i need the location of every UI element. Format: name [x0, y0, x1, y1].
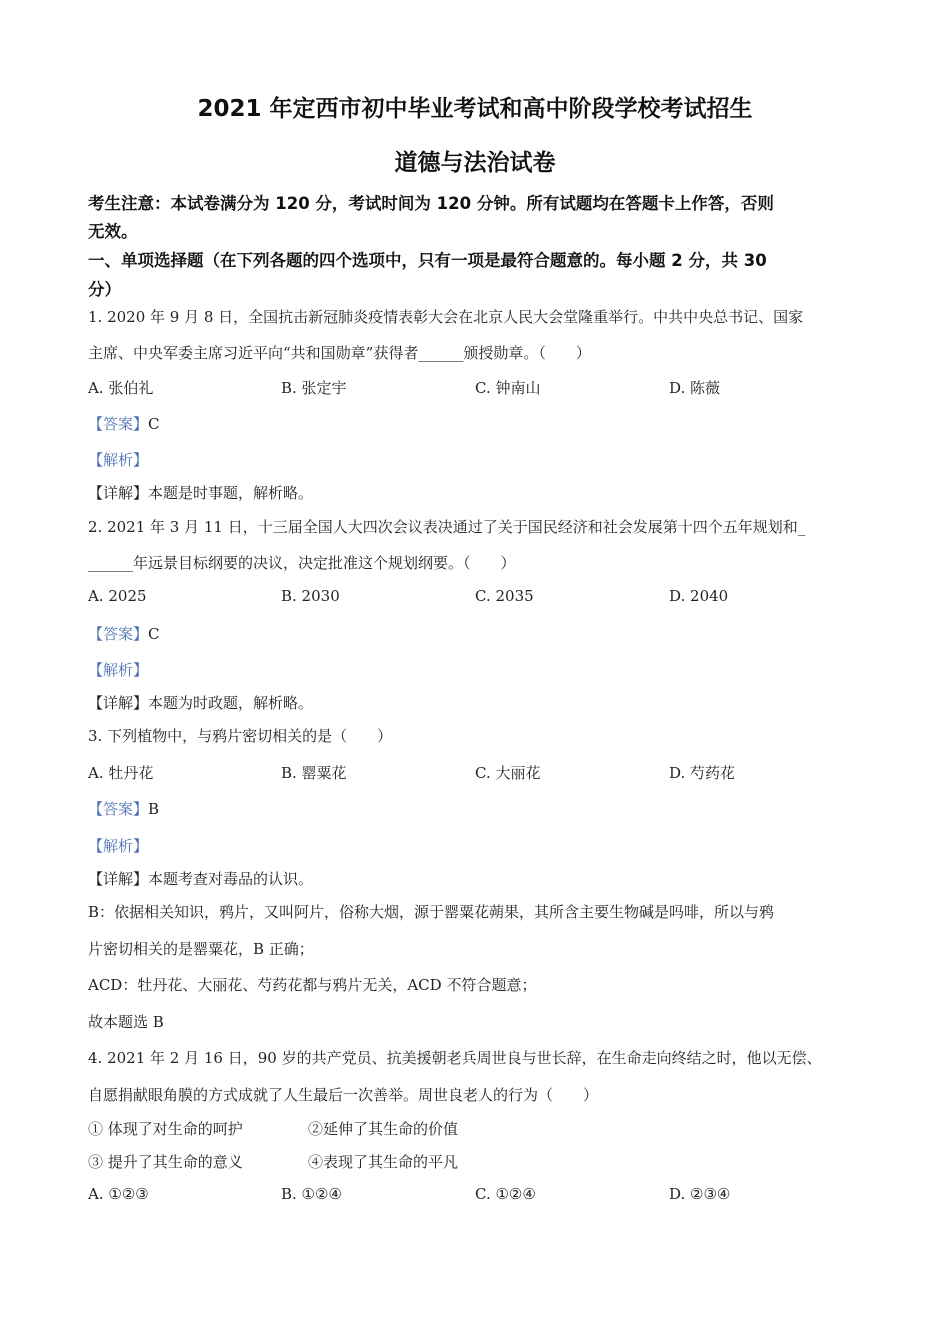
q4-option-a: A. ①②③ [88, 1185, 149, 1203]
notice-line-1: 考生注意：本试卷满分为 120 分，考试时间为 120 分钟。所有试题均在答题卡上作答，否则 [88, 194, 774, 213]
q1-option-b: B. 张定宇 [281, 379, 347, 397]
q3-option-b: B. 罂粟花 [281, 764, 347, 782]
q1-option-c: C. 钟南山 [475, 379, 541, 397]
q3-option-a: A. 牡丹花 [88, 764, 154, 782]
q1-option-a: A. 张伯礼 [88, 379, 154, 397]
q3-answer-label: 【答案】 [88, 800, 149, 818]
exam-subtitle: 道德与法治试卷 [394, 150, 556, 176]
q4-option-d: D. ②③④ [669, 1185, 731, 1203]
notice-line-2: 无效。 [88, 222, 138, 241]
q3-option-d: D. 芍药花 [669, 764, 736, 782]
q3-conclusion: 故本题选 B [88, 1013, 164, 1031]
q2-option-a: A. 2025 [88, 587, 147, 605]
q4-stem-line-2: 自愿捐献眼角膜的方式成就了人生最后一次善举。周世良老人的行为（ ） [88, 1086, 599, 1104]
q3-analysis-label: 【解析】 [88, 837, 149, 855]
exam-title: 2021 年定西市初中毕业考试和高中阶段学校考试招生 [197, 96, 753, 122]
q4-stem-line-1: 4. 2021 年 2 月 16 日，90 岁的共产党员、抗美援朝老兵周世良与世长辞，在生命走向终结之时，他以无偿、 [88, 1049, 822, 1067]
q3-explain-line-1: B：依据相关知识，鸦片，又叫阿片，俗称大烟，源于罂粟花蒴果，其所含主要生物碱是吗啡，所以与鸦 [88, 903, 775, 921]
q2-option-d: D. 2040 [669, 587, 729, 605]
q1-answer [88, 413, 160, 434]
q4-option-c: C. ①②④ [475, 1185, 536, 1203]
q1-option-d: D. 陈薇 [669, 379, 721, 397]
q3-answer-value: B [148, 800, 160, 818]
q2-answer-value: C [148, 625, 160, 643]
q4-statement-3: ③ 提升了其生命的意义 [88, 1153, 243, 1171]
q1-detail: 【详解】本题是时事题，解析略。 [88, 484, 314, 502]
q3-answer [88, 798, 159, 819]
q2-answer-label: 【答案】 [88, 625, 149, 643]
q1-answer-label: 【答案】 [88, 415, 149, 433]
q2-detail: 【详解】本题为时政题，解析略。 [88, 694, 314, 712]
q2-stem-line-1: 2. 2021 年 3 月 11 日，十三届全国人大四次会议表决通过了关于国民经济和社会发展第十四个五年规划和_ [88, 518, 806, 536]
q2-option-b: B. 2030 [281, 587, 340, 605]
q1-stem-line-2: 主席、中央军委主席习近平向“共和国勋章”获得者______颁授勋章。（ ） [88, 344, 591, 362]
q3-option-c: C. 大丽花 [475, 764, 541, 782]
section-heading-line-2: 分） [88, 280, 121, 299]
q2-stem-line-2: ______年远景目标纲要的决议，决定批准这个规划纲要。（ ） [88, 554, 516, 572]
q3-stem: 3. 下列植物中，与鸦片密切相关的是（ ） [88, 727, 393, 745]
q2-analysis-label: 【解析】 [88, 661, 149, 679]
q1-stem-line-1: 1. 2020 年 9 月 8 日，全国抗击新冠肺炎疫情表彰大会在北京人民大会堂隆重举行。中共中央总书记、国家 [88, 308, 804, 326]
q4-statement-4: ④表现了其生命的平凡 [308, 1153, 459, 1171]
q1-answer-value: C [148, 415, 160, 433]
q2-option-c: C. 2035 [475, 587, 534, 605]
q3-explain-line-3: ACD：牡丹花、大丽花、芍药花都与鸦片无关，ACD 不符合题意； [88, 976, 537, 994]
q3-detail: 【详解】本题考查对毒品的认识。 [88, 870, 314, 888]
q3-explain-line-2: 片密切相关的是罂粟花，B 正确； [88, 940, 314, 958]
section-heading-line-1: 一、单项选择题（在下列各题的四个选项中，只有一项是最符合题意的。每小题 2 分，共 30 [88, 251, 767, 270]
q4-option-b: B. ①②④ [281, 1185, 342, 1203]
q1-analysis-label: 【解析】 [88, 451, 149, 469]
q2-answer [88, 623, 160, 644]
q4-statement-2: ②延伸了其生命的价值 [308, 1120, 459, 1138]
q4-statement-1: ① 体现了对生命的呵护 [88, 1120, 243, 1138]
